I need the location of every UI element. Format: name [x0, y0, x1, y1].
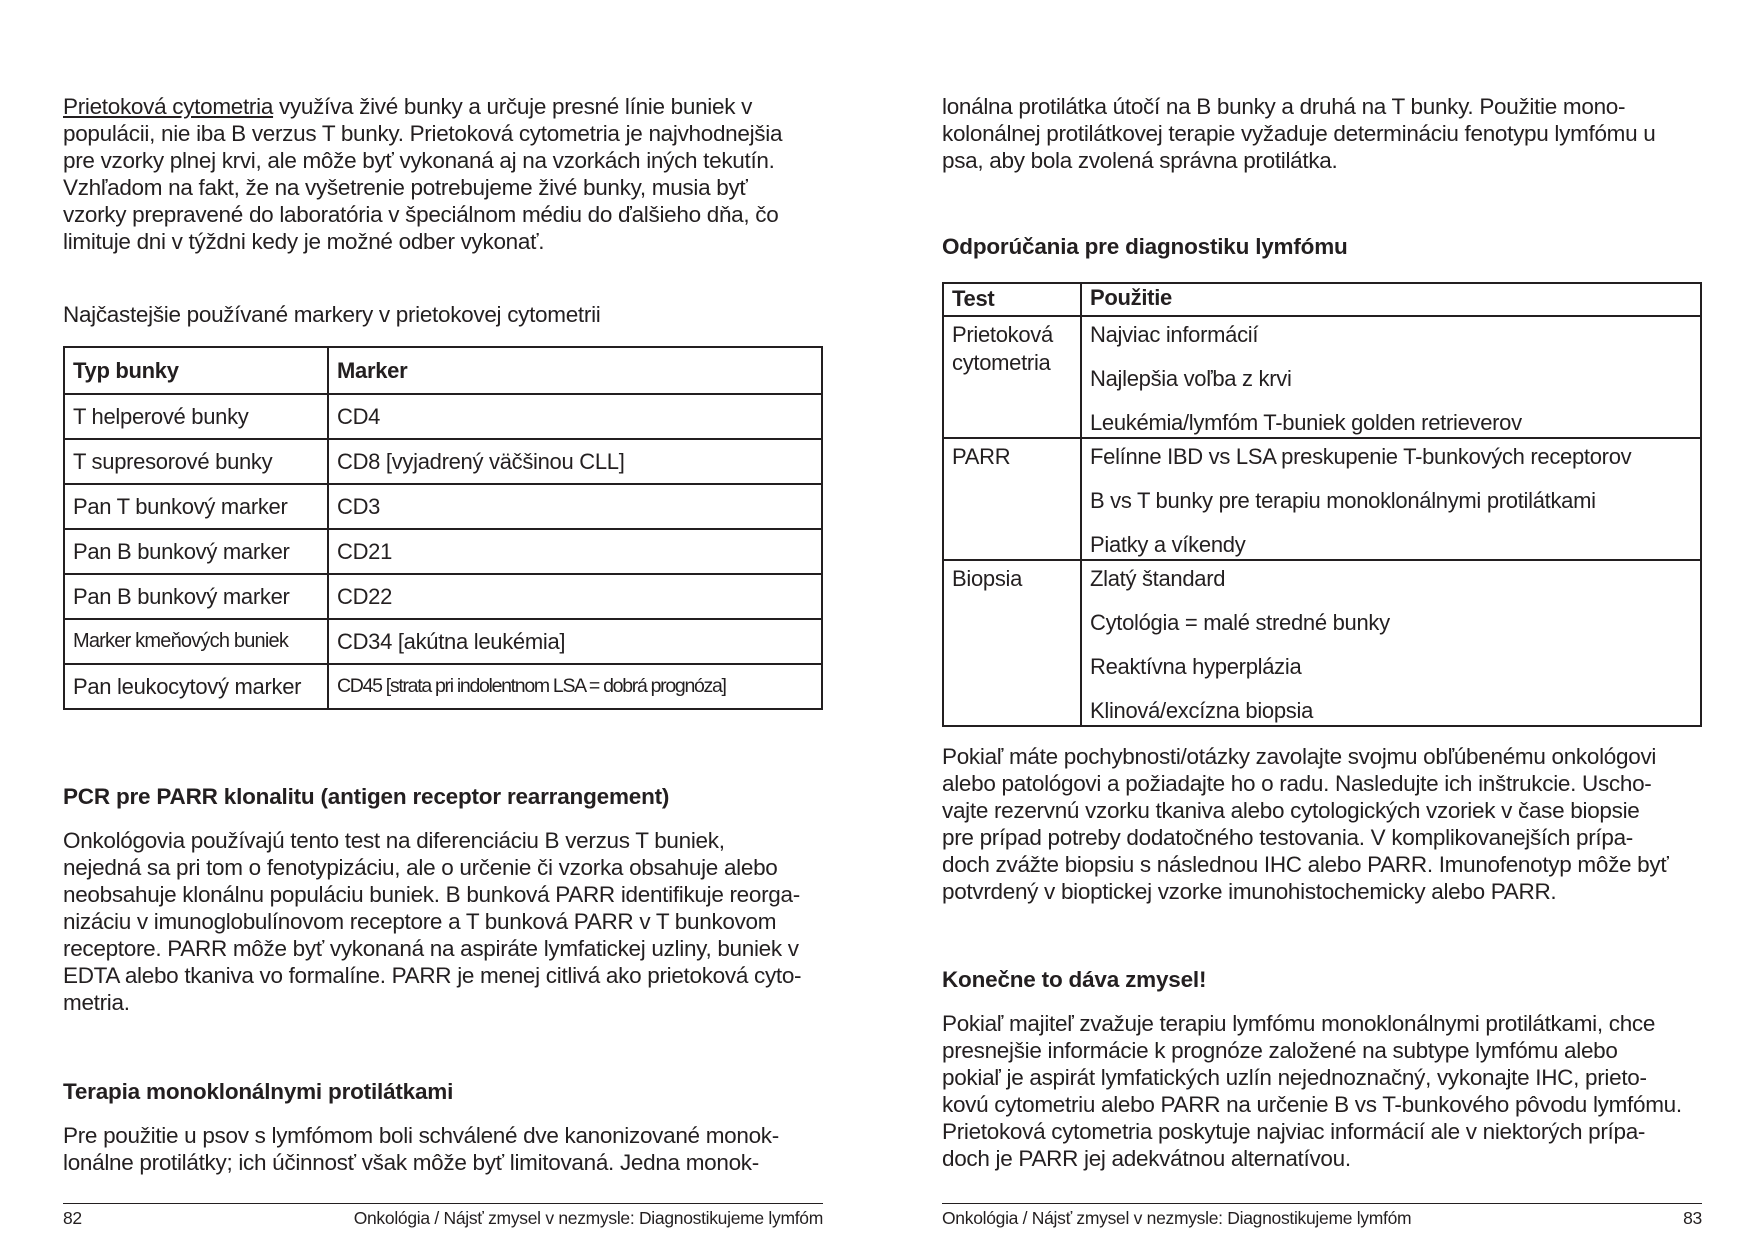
- intro-paragraph: [63, 93, 823, 255]
- cell-test: Biopsia: [943, 560, 1081, 726]
- text-line: cytometria: [952, 350, 1051, 375]
- use-item: Najlepšia voľba z krvi: [1090, 366, 1292, 391]
- use-item: B vs T bunky pre terapiu monoklonálnymi protilátkami: [1090, 488, 1596, 513]
- cell-marker: CD21: [328, 529, 822, 574]
- cell-type: Pan leukocytový marker: [64, 664, 328, 709]
- cell-type: Marker kmeňových buniek: [64, 619, 328, 664]
- table-header-row: [64, 347, 822, 394]
- cell-test: PARR: [943, 438, 1081, 560]
- text-line: neobsahuje klonálnu populáciu buniek. B bunková PARR identifikuje reorga-: [63, 882, 800, 907]
- right-page: [942, 0, 1702, 1240]
- use-item: Reaktívna hyperplázia: [1090, 654, 1302, 679]
- text-line: populácii, nie iba B verzus T bunky. Prietoková cytometria je najvhodnejšia: [63, 121, 783, 146]
- cell-marker: CD8 [vyjadrený väčšinou CLL]: [328, 439, 822, 484]
- table-row: [64, 619, 822, 664]
- sense-heading: Konečne to dáva zmysel!: [942, 967, 1207, 992]
- cell-type: Pan T bunkový marker: [64, 484, 328, 529]
- table-row: [64, 394, 822, 439]
- table-row: [943, 316, 1701, 438]
- text-line: metria.: [63, 990, 130, 1015]
- text-line: využíva živé bunky a určuje presné línie buniek v: [273, 94, 753, 119]
- advice-paragraph: [942, 743, 1702, 905]
- text-line: vzorky prepravené do laboratória v špeciálnom médiu do ďalšieho dňa, čo: [63, 202, 779, 227]
- text-line: nejedná sa pri tom o fenotypizáciu, ale o určenie či vzorka obsahuje alebo: [63, 855, 778, 880]
- header-cell: Použitie: [1081, 283, 1701, 316]
- cell-uses: [1081, 438, 1701, 560]
- running-title: Onkológia / Nájsť zmysel v nezmysle: Diagnostikujeme lymfóm: [942, 1208, 1412, 1228]
- cell-type: Pan B bunkový marker: [64, 529, 328, 574]
- therapy-heading: Terapia monoklonálnymi protilátkami: [63, 1079, 454, 1104]
- text-line: nizáciu v imunoglobulínovom receptore a T bunková PARR v T bunkovom: [63, 909, 777, 934]
- text-line: Prietoková: [952, 322, 1053, 347]
- marker-table-wrap: [63, 346, 823, 710]
- cell-marker: CD45 [strata pri indolentnom LSA = dobrá prognóza]: [328, 664, 822, 709]
- text-line: kovú cytometriu alebo PARR na určenie B vs T-bunkového pôvodu lymfómu.: [942, 1092, 1682, 1117]
- table-row: [64, 574, 822, 619]
- use-item: Najviac informácií: [1090, 322, 1259, 347]
- text-line: EDTA alebo tkaniva vo formalíne. PARR je menej citlivá ako prietoková cyto-: [63, 963, 802, 988]
- text-line: doch je PARR jej adekvátnou alternatívou.: [942, 1146, 1351, 1171]
- text-line: doch zvážte biopsiu s následnou IHC alebo PARR. Imunofenotyp môže byť: [942, 852, 1669, 877]
- footer: [942, 1206, 1702, 1230]
- text-line: potvrdený v bioptickej vzorke imunohistochemicky alebo PARR.: [942, 879, 1557, 904]
- table-header-row: [943, 283, 1701, 316]
- cell-marker: CD22: [328, 574, 822, 619]
- text-line: receptore. PARR môže byť vykonaná na aspiráte lymfatickej uzliny, buniek v: [63, 936, 799, 961]
- text-line: pre prípad potreby dodatočného testovania. V komplikovanejších prípa-: [942, 825, 1633, 850]
- use-item: Klinová/excízna biopsia: [1090, 698, 1314, 723]
- cell-marker: CD4: [328, 394, 822, 439]
- text-line: Vzhľadom na fakt, že na vyšetrenie potrebujeme živé bunky, musia byť: [63, 175, 748, 200]
- text-line: lonálna protilátka útočí na B bunky a druhá na T bunky. Použitie mono-: [942, 94, 1626, 119]
- text-line: lonálne protilátky; ich účinnosť však môže byť limitovaná. Jedna monok-: [63, 1150, 759, 1175]
- left-page: [63, 0, 823, 1240]
- table-row: [64, 664, 822, 709]
- marker-table: [63, 346, 823, 710]
- footer-divider: [942, 1203, 1702, 1204]
- text-line: Pokiaľ máte pochybnosti/otázky zavolajte svojmu obľúbenému onkológovi: [942, 744, 1657, 769]
- text-line: psa, aby bola zvolená správna protilátka.: [942, 148, 1338, 173]
- header-cell: Test: [943, 283, 1081, 316]
- text-line: kolonálnej protilátkovej terapie vyžaduje determináciu fenotypu lymfómu u: [942, 121, 1656, 146]
- cell-type: Pan B bunkový marker: [64, 574, 328, 619]
- text-line: alebo patológovi a požiadajte ho o radu. Nasledujte ich inštrukcie. Uscho-: [942, 771, 1652, 796]
- text-line: pre vzorky plnej krvi, ale môže byť vykonaná aj na vzorkách iných tekutín.: [63, 148, 775, 173]
- text-line: limituje dni v týždni kedy je možné odber vykonať.: [63, 229, 545, 254]
- cell-type: T helperové bunky: [64, 394, 328, 439]
- text-line: presnejšie informácie k prognóze založené na subtype lymfómu alebo: [942, 1038, 1618, 1063]
- cell-marker: CD3: [328, 484, 822, 529]
- sense-paragraph: [942, 1010, 1702, 1172]
- header-cell: Marker: [328, 347, 822, 394]
- therapy-paragraph: [63, 1122, 823, 1176]
- continuation-paragraph: [942, 93, 1702, 174]
- cell-marker: CD34 [akútna leukémia]: [328, 619, 822, 664]
- cell-uses: [1081, 560, 1701, 726]
- table-caption: Najčastejšie používané markery v prietokovej cytometrii: [63, 302, 601, 327]
- diagnostics-table: [942, 282, 1702, 727]
- diag-table-wrap: [942, 282, 1702, 727]
- text-line: Onkológovia používajú tento test na diferenciáciu B verzus T buniek,: [63, 828, 725, 853]
- use-item: Piatky a víkendy: [1090, 532, 1246, 557]
- table-row: [943, 560, 1701, 726]
- text-line: Pokiaľ majiteľ zvažuje terapiu lymfómu monoklonálnymi protilátkami, chce: [942, 1011, 1656, 1036]
- page-number: 83: [1683, 1208, 1702, 1228]
- use-item: Cytológia = malé stredné bunky: [1090, 610, 1390, 635]
- running-title: Onkológia / Nájsť zmysel v nezmysle: Diagnostikujeme lymfóm: [353, 1208, 823, 1228]
- pcr-heading: PCR pre PARR klonalitu (antigen receptor rearrangement): [63, 784, 670, 809]
- header-cell: Typ bunky: [64, 347, 328, 394]
- text-line: pokiaľ je aspirát lymfatických uzlín nejednoznačný, vykonajte IHC, prieto-: [942, 1065, 1647, 1090]
- text-line: Prietoková cytometria poskytuje najviac informácií ale v niektorých prípa-: [942, 1119, 1646, 1144]
- use-item: Felínne IBD vs LSA preskupenie T-bunkových receptorov: [1090, 444, 1632, 469]
- table-row: [64, 439, 822, 484]
- cell-test: [943, 316, 1081, 438]
- table-row: [64, 484, 822, 529]
- use-item: Zlatý štandard: [1090, 566, 1226, 591]
- cell-type: T supresorové bunky: [64, 439, 328, 484]
- intro-term: Prietoková cytometria: [63, 94, 274, 119]
- pcr-paragraph: [63, 827, 823, 1016]
- footer: [63, 1206, 823, 1230]
- use-item: Leukémia/lymfóm T-buniek golden retrieverov: [1090, 410, 1522, 435]
- cell-uses: [1081, 316, 1701, 438]
- text-line: Pre použitie u psov s lymfómom boli schválené dve kanonizované monok-: [63, 1123, 779, 1148]
- page-number: 82: [63, 1208, 82, 1228]
- table-row: [943, 438, 1701, 560]
- footer-divider: [63, 1203, 823, 1204]
- table-row: [64, 529, 822, 574]
- text-line: vajte rezervnú vzorku tkaniva alebo cytologických vzoriek v čase biopsie: [942, 798, 1640, 823]
- recommend-heading: Odporúčania pre diagnostiku lymfómu: [942, 234, 1348, 259]
